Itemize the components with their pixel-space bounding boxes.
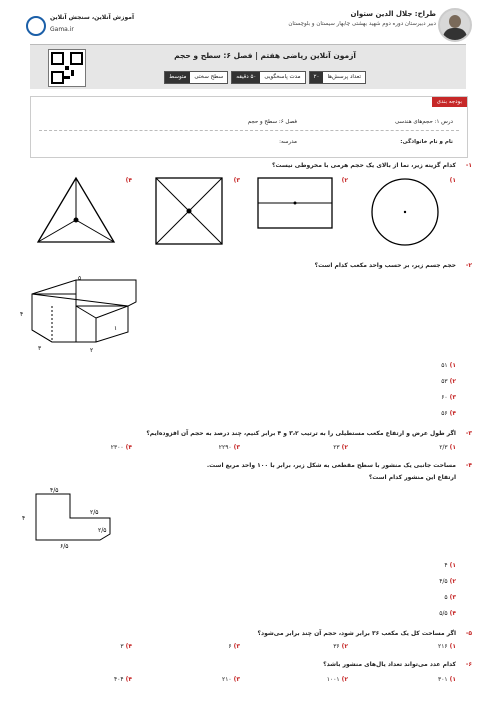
q2-solid-figure (18, 272, 158, 354)
q1-option-3[interactable]: ۳) (233, 177, 240, 184)
q3-option-1[interactable]: ۱) ۲/۳ (439, 444, 456, 451)
q3-option-4[interactable]: ۴) ۲۳۰۰ (110, 444, 132, 451)
q2-label-2: ۲ (90, 347, 94, 354)
name-label: نام و نام خانوادگی: (400, 139, 453, 145)
q5-option-4[interactable]: ۴) ۳ (120, 643, 132, 650)
q1-figures (30, 172, 450, 252)
question-5-number: ۵- (465, 630, 472, 637)
badge-question-count: تعداد پرسش‌ها ۲۰ (309, 71, 366, 84)
q6-option-3[interactable]: ۳) ۲۱۰ (221, 676, 240, 683)
q1-option-4[interactable]: ۴) (125, 177, 132, 184)
q3-option-2[interactable]: ۲) ۲۳ (333, 444, 348, 451)
q5-option-2[interactable]: ۲) ۳۶ (333, 643, 348, 650)
q5-option-3[interactable]: ۳) ۶ (228, 643, 240, 650)
qr-code-icon[interactable] (48, 49, 86, 87)
lesson-label: درس ۱: حجم‌های هندسی (394, 119, 453, 125)
q1-option2-rectangle-figure (258, 178, 332, 228)
question-3-number: ۳- (465, 430, 472, 437)
q1-option4-triangle-figure (38, 178, 114, 242)
question-2-text: حجم جسم زیر، بر حسب واحد مکعب کدام است؟ (314, 262, 456, 269)
q2-option-3[interactable]: ۳) ۶۰ (441, 394, 456, 401)
q1-option-1[interactable]: ۱) (449, 177, 456, 184)
q4-option-1[interactable]: ۱) ۴ (444, 562, 456, 569)
q2-option-4[interactable]: ۴) ۵۶ (441, 410, 456, 417)
question-1-text: کدام گزینه زیر، نما از بالای یک حجم هرمی با مخروطی نیست؟ (272, 162, 456, 169)
question-3-text: اگر طول عرض و ارتفاع مکعب مستطیلی را به ترتیب ۳،۲ و ۴ برابر کنیم، چند درصد به حجم آن افزوده‌ایم؟ (146, 430, 456, 437)
author-name: طراح: جلال الدین ستوان (350, 10, 436, 18)
exam-title: آزمون آنلاین ریاضی هفتم | فصل ۶: سطح و حجم (174, 51, 356, 60)
q2-label-5: ۵ (78, 275, 82, 282)
gama-logo-icon (26, 16, 46, 36)
q1-option1-circle-figure (372, 179, 438, 245)
author-avatar (438, 8, 472, 42)
chapter-label: فصل ۶: سطح و حجم (247, 119, 297, 125)
q6-option-1[interactable]: ۱) ۳۰۱ (437, 676, 456, 683)
q4-label-bottom: ۶/۵ (60, 543, 69, 550)
question-5-text: اگر مساحت کل یک مکعب ۳۶ برابر شود، حجم آن چند برابر می‌شود؟ (257, 630, 456, 637)
q2-option-2[interactable]: ۲) ۵۳ (441, 378, 456, 385)
question-6-text: کدام عدد می‌تواند تعداد یال‌های منشور باشد؟ (323, 661, 456, 668)
q6-option-4[interactable]: ۴) ۴۰۴ (113, 676, 132, 683)
question-4-number: ۴- (465, 462, 472, 469)
question-4-text: مساحت جانبی یک منشور با سطح مقطعی به شکل زیر، برابر با ۱۰۰ واحد مربع است. (206, 462, 456, 469)
question-4-text-line2: ارتفاع این منشور کدام است؟ (368, 474, 456, 481)
school-label: مدرسه: (279, 139, 297, 145)
q4-label-left: ۴ (22, 515, 26, 522)
student-info-panel (30, 96, 468, 158)
q1-option3-square-figure (156, 178, 222, 244)
budget-tag: بودجه بندی (432, 97, 467, 107)
q4-cross-section-figure (18, 484, 128, 550)
q4-label-right: ۲/۵ (98, 527, 107, 534)
q2-option-1[interactable]: ۱) ۵۱ (441, 362, 456, 369)
info-divider (39, 130, 459, 131)
q4-label-step: ۲/۵ (90, 509, 99, 516)
q1-option-2[interactable]: ۲) (341, 177, 348, 184)
q2-label-1: ۱ (114, 325, 118, 332)
q3-option-3[interactable]: ۳) ۲۲۹۰ (218, 444, 240, 451)
badge-difficulty: سطح سختی متوسط (164, 71, 228, 84)
q4-label-top: ۴/۵ (50, 487, 59, 494)
q2-label-4: ۴ (20, 311, 24, 318)
q6-option-2[interactable]: ۲) ۱۰۰۱ (326, 676, 348, 683)
brand-site: Gama.ir (50, 26, 74, 33)
q4-option-2[interactable]: ۲) ۴/۵ (439, 578, 456, 585)
author-block (288, 10, 436, 27)
page-header (0, 0, 496, 92)
exam-badges (164, 71, 366, 84)
q4-option-3[interactable]: ۳) ۵ (444, 594, 456, 601)
question-6-number: ۶- (465, 661, 472, 668)
author-school: دبیر دبیرستان دوره دوم شهید بهشتی چابهار سیستان و بلوچستان (288, 21, 436, 27)
q2-label-3: ۳ (38, 345, 42, 352)
question-1-number: ۱- (465, 162, 472, 169)
q4-option-4[interactable]: ۴) ۵/۵ (439, 610, 456, 617)
q5-option-1[interactable]: ۱) ۲۱۶ (437, 643, 456, 650)
brand-name: آموزش آنلاین، سنجش آنلاین (50, 14, 135, 21)
question-2-number: ۲- (465, 262, 472, 269)
badge-duration: مدت پاسخگویی ۵۰ دقیقه (231, 71, 305, 84)
exam-title-bar (30, 45, 466, 89)
